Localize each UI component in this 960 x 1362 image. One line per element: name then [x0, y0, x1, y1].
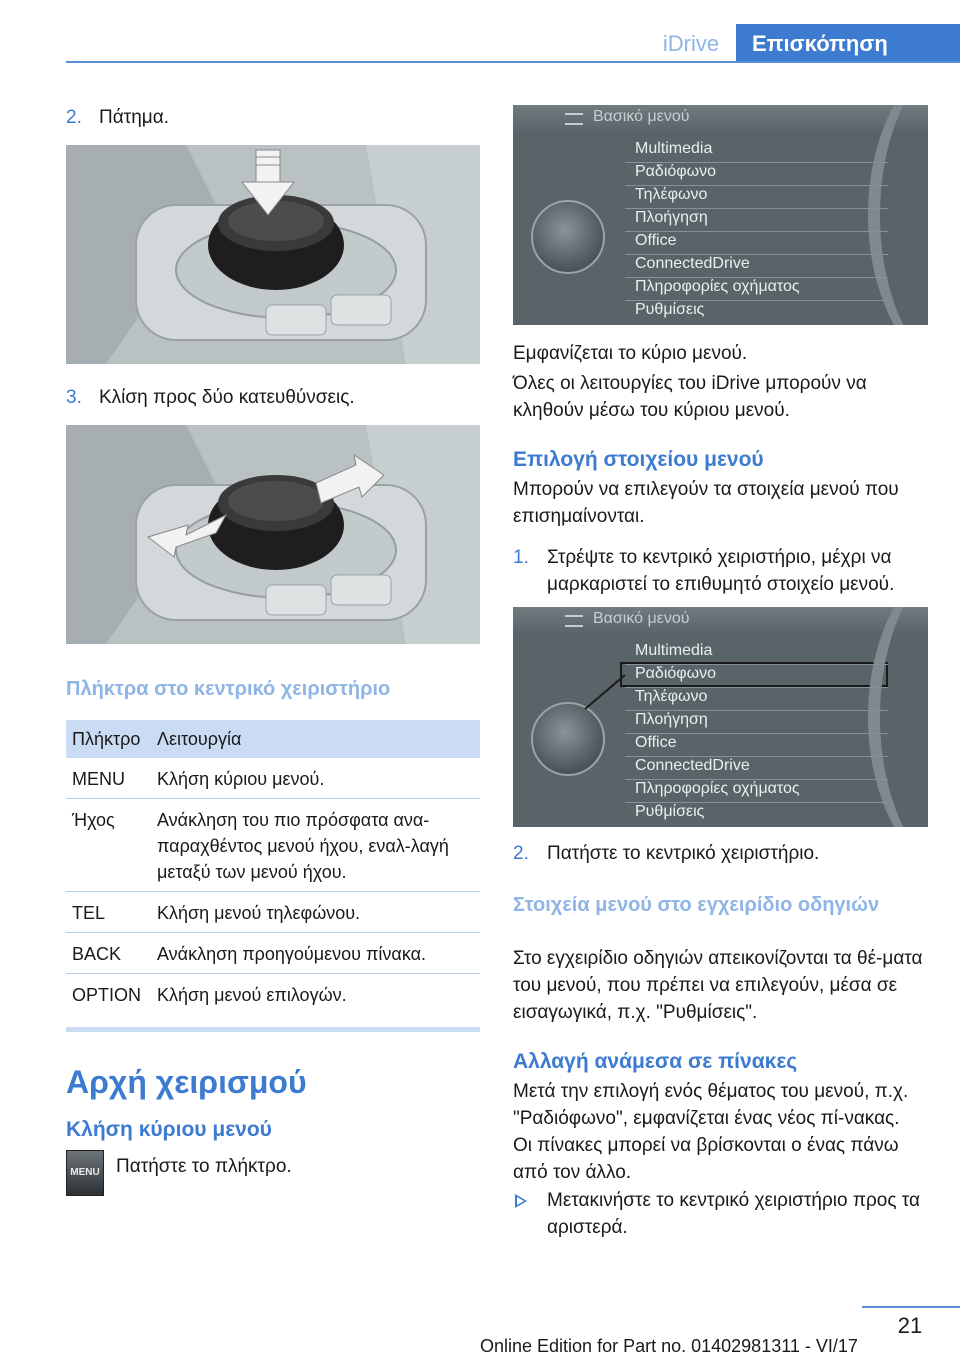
header-rule: [66, 61, 960, 63]
right-step-2-text: Πατήστε το κεντρικό χειριστήριο.: [547, 843, 820, 864]
menu-item: Ρυθμίσεις: [635, 301, 705, 318]
menu-item: Office: [635, 734, 677, 751]
menu-item: Πλοήγηση: [635, 209, 708, 226]
table-cell-key: TEL: [72, 903, 106, 923]
screen-title: Βασικό μενού: [593, 108, 690, 125]
table-cell-function: Κλήση κύριου μενού.: [157, 769, 325, 789]
table-row: [66, 758, 480, 799]
table-header: [66, 720, 480, 758]
header-section: iDrive: [662, 31, 720, 56]
main-heading: Αρχή χειρισμού: [66, 1064, 307, 1100]
menu-item: Πλοήγηση: [635, 711, 708, 728]
menu-item: Τηλέφωνο: [635, 688, 708, 705]
keys-table: [66, 720, 480, 1032]
table-row: [66, 799, 480, 892]
menu-highlight-screen: [513, 607, 928, 827]
table-header-key: Πλήκτρο: [72, 729, 141, 749]
menu-key-label: MENU: [70, 1167, 100, 1178]
heading-select-item: Επιλογή στοιχείου μενού: [513, 448, 764, 471]
sub-heading-call-menu: Κλήση κύριου μενού: [66, 1118, 272, 1141]
table-cell-key: OPTION: [72, 985, 142, 1005]
table-cell-function: Ανάκληση προηγούμενου πίνακα.: [157, 944, 427, 964]
table-header-function: Λειτουργία: [157, 729, 242, 749]
heading-manual-items: Στοιχεία μενού στο εγχειρίδιο οδηγιών: [513, 894, 880, 916]
table-row: [66, 892, 480, 933]
menu-list-icon: [565, 113, 583, 125]
paragraph-manual-items: Στο εγχειρίδιο οδηγιών απεικονίζονται τα θέ-ματα του μενού, που πρέπει να επιλεγούν, μέσα σε εισαγωγικά, π.χ. "Ρυθμίσεις".: [513, 948, 923, 1023]
menu-item: Office: [635, 232, 677, 249]
right-step-1-text: Στρέψτε το κεντρικό χειριστήριο, μέχρι να μαρκαριστεί το επιθυμητό στοιχείο μενού.: [547, 547, 895, 595]
screen-arc: [868, 105, 928, 325]
right-step-1-number: 1.: [513, 547, 529, 568]
menu-item: Multimedia: [635, 140, 713, 157]
menu-item: ConnectedDrive: [635, 255, 750, 272]
header-tab: Επισκόπηση: [736, 24, 960, 63]
footer-edition: Online Edition for Part no. 01402981311 - VI/17: [480, 1336, 858, 1356]
right-step-2-number: 2.: [513, 843, 529, 864]
table-cell-function: Κλήση μενού τηλεφώνου.: [157, 903, 361, 923]
screen-title: Βασικό μενού: [593, 610, 690, 627]
paragraph-switch-panels: Μετά την επιλογή ενός θέματος του μενού, π.χ. "Ραδιόφωνο", εμφανίζεται ένας νέος πί-νακας. Οι πίνακες μπορεί να βρίσκονται ο ένας πάνω από τον άλλο.: [513, 1081, 909, 1183]
step-2-number: 2.: [66, 107, 82, 128]
step-3-number: 3.: [66, 387, 82, 408]
menu-item: Multimedia: [635, 642, 713, 659]
table-row: [66, 974, 480, 1015]
main-menu-screen: [513, 105, 928, 325]
press-key-text: Πατήστε το πλήκτρο.: [116, 1156, 292, 1177]
table-row: [66, 933, 480, 974]
paragraph-all-functions: Όλες οι λειτουργίες του iDrive μπορούν να κληθούν μέσω του κύριου μενού.: [513, 373, 867, 421]
bullet-triangle-icon: [515, 1194, 527, 1208]
table-cell-function: Κλήση μενού επιλογών.: [157, 985, 347, 1005]
menu-item: ConnectedDrive: [635, 757, 750, 774]
table-end-bar: [66, 1027, 480, 1032]
table-cell-key: BACK: [72, 944, 122, 964]
table-cell-key: MENU: [72, 769, 125, 789]
menu-item: Πληροφορίες οχήματος: [635, 278, 800, 295]
menu-item: Ραδιόφωνο: [635, 163, 717, 180]
paragraph-selectable: Μπορούν να επιλεγούν τα στοιχεία μενού που επισημαίνονται.: [513, 479, 899, 527]
table-cell-key: Ήχος: [72, 810, 115, 830]
menu-item: Ρυθμίσεις: [635, 803, 705, 820]
table-cell-function: Ανάκληση του πιο πρόσφατα ανα-παραχθέντος μενού ήχου, εναλ-λαγή μεταξύ των μενού ήχου.: [157, 810, 449, 882]
bullet-move-left: Μετακινήστε το κεντρικό χειριστήριο προς τα αριστερά.: [547, 1190, 920, 1238]
menu-item: Πληροφορίες οχήματος: [635, 780, 800, 797]
menu-key-icon: [66, 1150, 104, 1196]
controller-tilt-image: [66, 425, 480, 644]
controller-press-image: [66, 145, 480, 364]
step-2-text: Πάτημα.: [99, 107, 169, 128]
footer-rule: [862, 1306, 960, 1308]
keys-heading: Πλήκτρα στο κεντρικό χειριστήριο: [66, 678, 391, 700]
controller-knob-icon: [531, 200, 605, 274]
menu-item: Τηλέφωνο: [635, 186, 708, 203]
page-number: 21: [897, 1313, 923, 1338]
menu-item-highlighted: Ραδιόφωνο: [635, 665, 717, 682]
paragraph-main-menu-shown: Εμφανίζεται το κύριο μενού.: [513, 343, 748, 364]
heading-switch-panels: Αλλαγή ανάμεσα σε πίνακες: [513, 1050, 798, 1073]
step-3-text: Κλίση προς δύο κατευθύνσεις.: [99, 387, 355, 408]
